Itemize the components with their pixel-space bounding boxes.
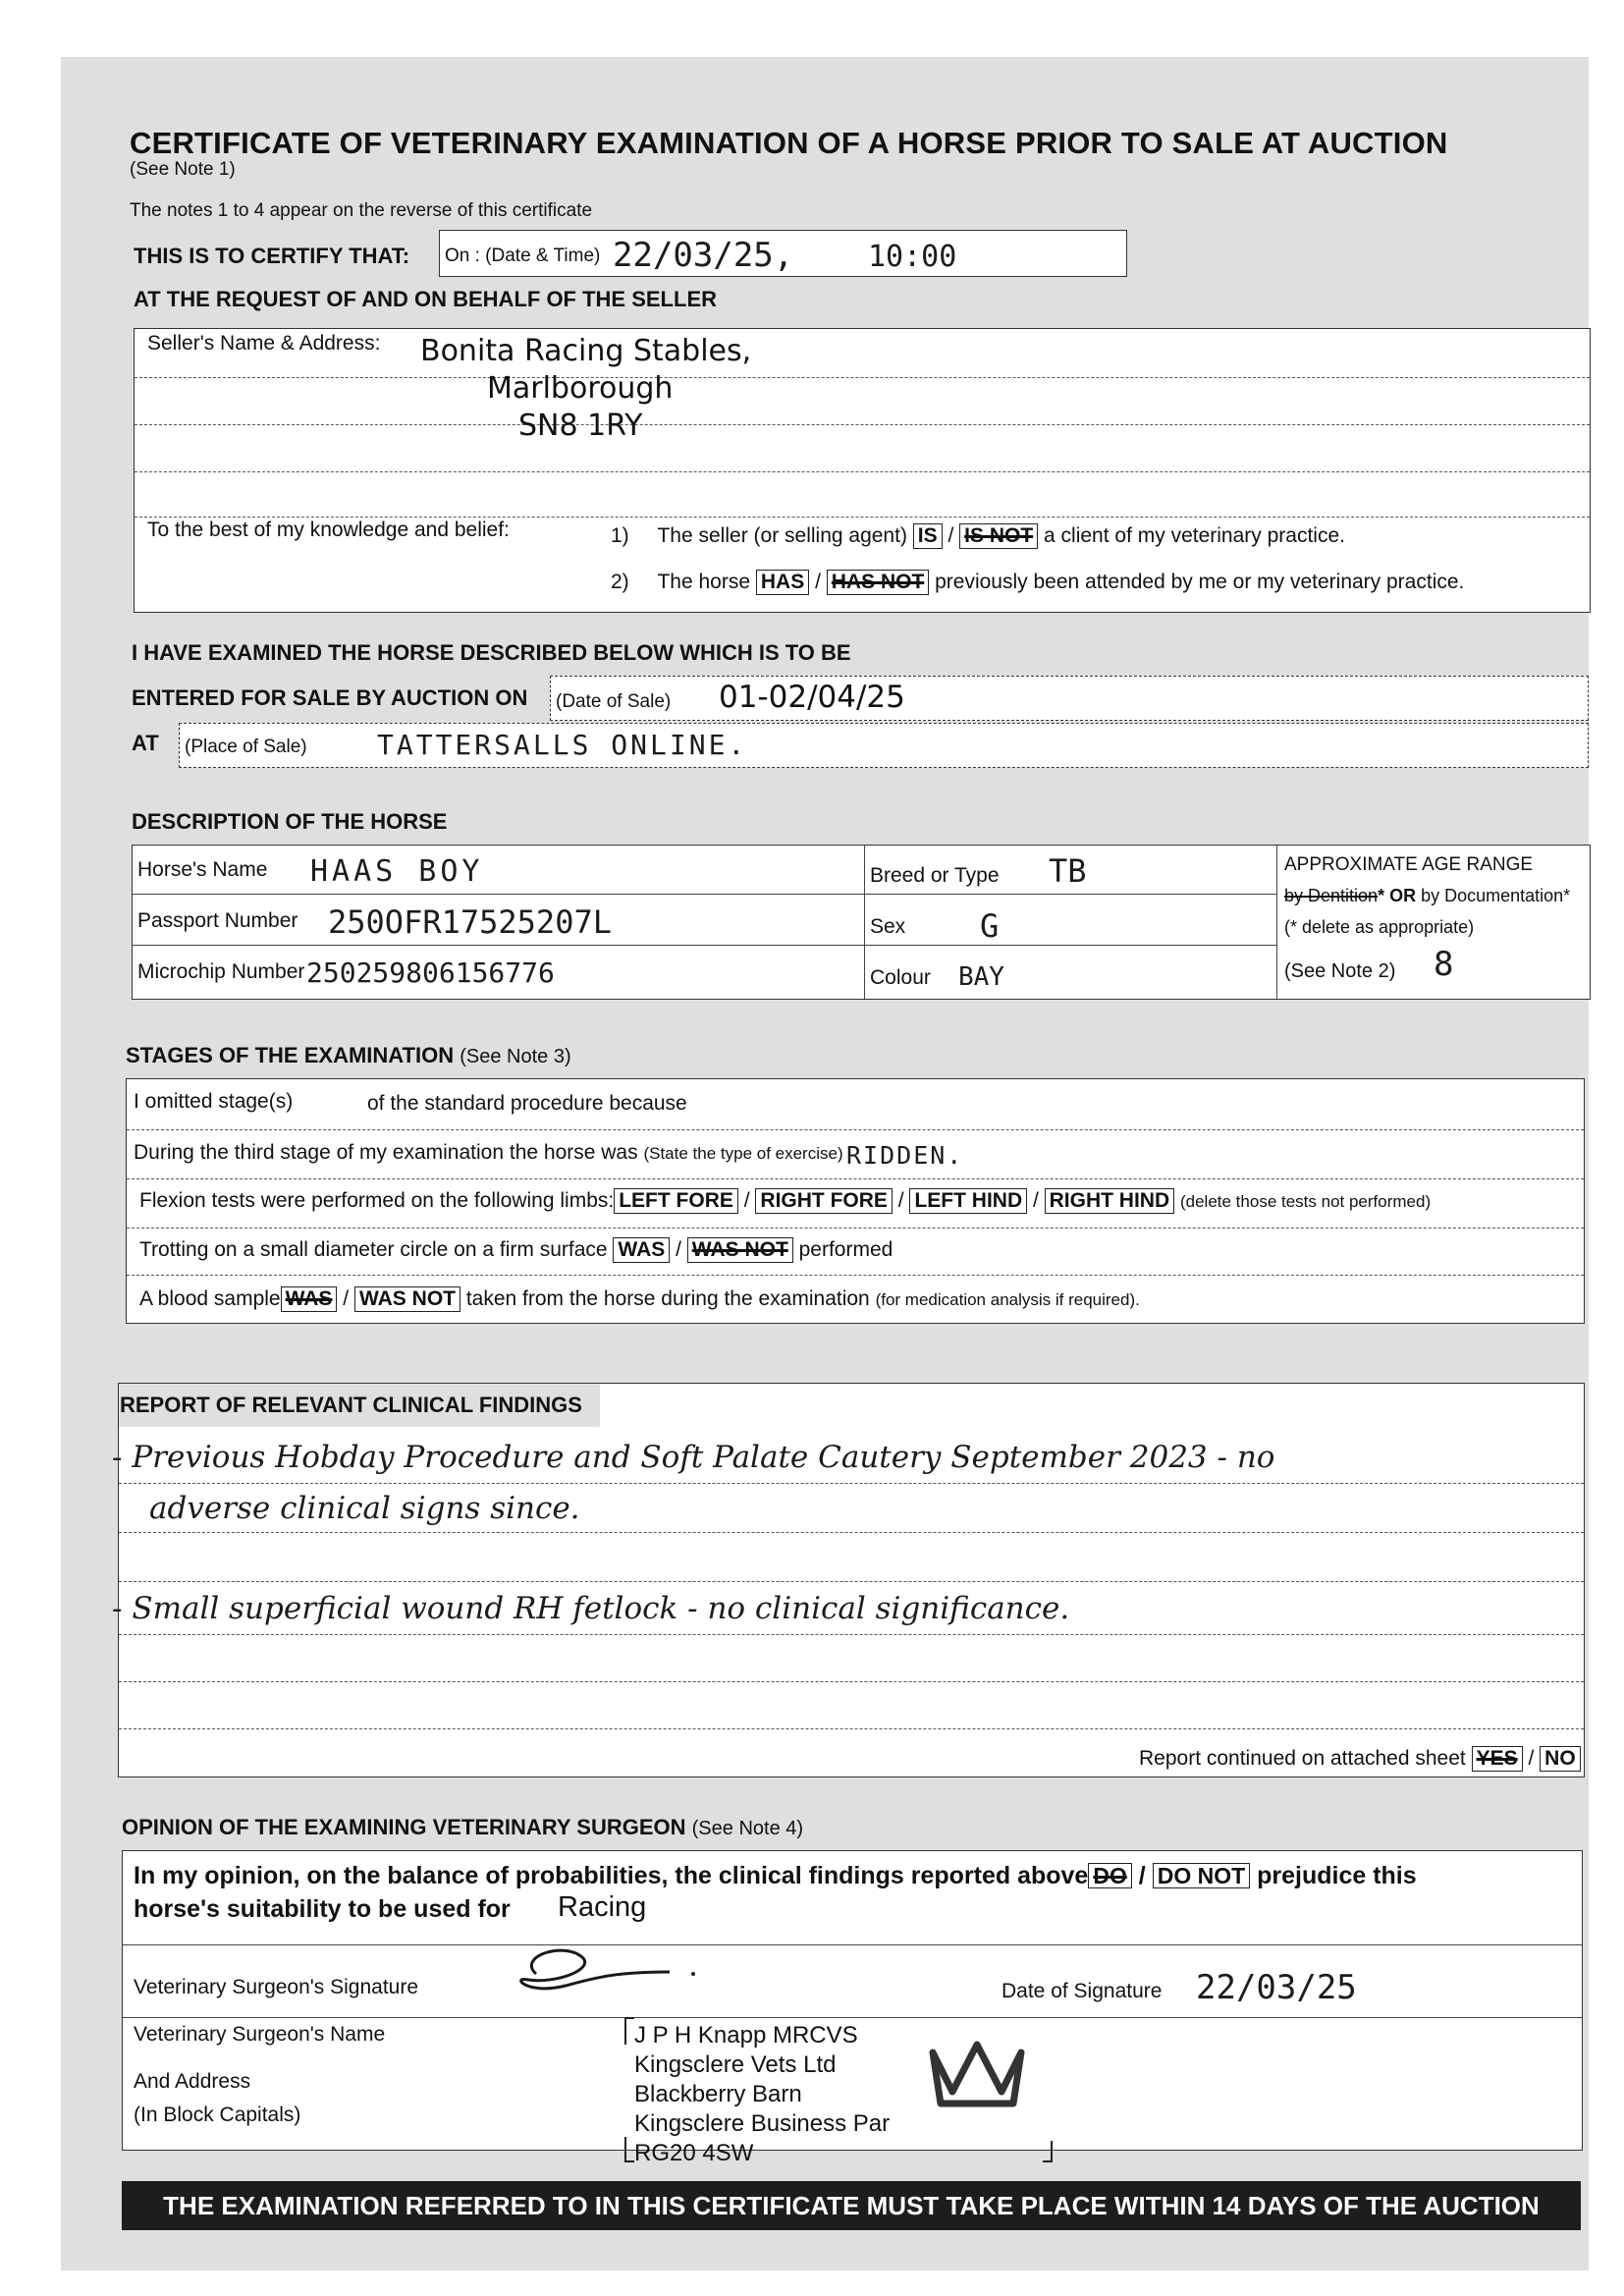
- age-method-line: [1284, 886, 1570, 906]
- stages-line-3: [127, 1228, 1584, 1229]
- stamp-line-1: J P H Knapp MRCVS: [634, 2022, 858, 2049]
- flexion-right-hind-option[interactable]: RIGHT HIND: [1045, 1188, 1175, 1214]
- date-of-signature-label: Date of Signature: [1001, 1980, 1163, 2002]
- trotting-line: [139, 1237, 893, 1263]
- item-2-separator: /: [815, 571, 821, 593]
- colour-value: BAY: [958, 962, 1004, 992]
- horse-section-title: DESCRIPTION OF THE HORSE: [132, 809, 448, 834]
- opinion-separator: /: [1138, 1862, 1146, 1889]
- seller-name-label: Seller's Name & Address:: [147, 332, 381, 355]
- flexion-right-fore-option[interactable]: RIGHT FORE: [755, 1188, 893, 1214]
- opinion-text-1: In my opinion, on the balance of probabilities, the clinical findings reported above: [134, 1862, 1089, 1889]
- opinion-title-line: [122, 1815, 803, 1840]
- see-note-1: (See Note 1): [130, 159, 236, 180]
- signature-stroke: [521, 1950, 670, 1989]
- flexion-separator-2: /: [897, 1189, 904, 1212]
- signature-label: Veterinary Surgeon's Signature: [134, 1976, 419, 1998]
- horse-has-option[interactable]: HAS: [756, 570, 809, 595]
- horse-row-line-1: [133, 894, 865, 895]
- item-1-number: 1): [611, 524, 629, 547]
- date-of-signature-value: 22/03/25: [1196, 1968, 1357, 2007]
- findings-text-line-1: - Previous Hobday Procedure and Soft Palate Cautery September 2023 - no: [112, 1440, 1275, 1475]
- opinion-line-2: [123, 2017, 1582, 2018]
- seller-address-line-3: SN8 1RY: [518, 409, 643, 443]
- report-continued-label: Report continued on attached sheet: [1139, 1747, 1466, 1770]
- blood-label: A blood sample: [139, 1287, 281, 1310]
- seller-item-2: [611, 570, 1464, 595]
- knowledge-label: To the best of my knowledge and belief:: [147, 519, 510, 541]
- blood-was-not-option[interactable]: WAS NOT: [354, 1286, 460, 1312]
- blood-separator: /: [343, 1287, 350, 1310]
- certificate-title: CERTIFICATE OF VETERINARY EXAMINATION OF A HORSE PRIOR TO SALE AT AUCTION: [130, 126, 1448, 160]
- horse-name-value: HAAS BOY: [310, 854, 484, 889]
- sex-label: Sex: [870, 915, 906, 938]
- sale-line-2: ENTERED FOR SALE BY AUCTION ON: [132, 685, 528, 710]
- blood-suffix: taken from the horse during the examination: [465, 1287, 870, 1310]
- client-is-not-option[interactable]: IS NOT: [959, 523, 1038, 549]
- vet-stamp: [634, 2021, 890, 2168]
- age-value: 8: [1434, 945, 1454, 984]
- findings-text-line-3: - Small superficial wound RH fetlock - no clinical significance.: [112, 1591, 1070, 1626]
- microchip-label: Microchip Number: [137, 960, 305, 983]
- sex-value: G: [980, 907, 1000, 945]
- seller-line-3: [135, 471, 1590, 472]
- stages-see-note-3: (See Note 3): [460, 1046, 571, 1067]
- horse-col-divider-1: [864, 846, 865, 999]
- age-by-documentation-option[interactable]: by Documentation*: [1421, 886, 1571, 905]
- flexion-separator-1: /: [743, 1189, 750, 1212]
- seller-item-1: [611, 523, 1345, 549]
- stamp-corner-bottom-left: [624, 2137, 634, 2162]
- seller-line-1: [135, 377, 1590, 378]
- trotting-suffix: performed: [798, 1238, 893, 1261]
- client-is-option[interactable]: IS: [913, 523, 943, 549]
- continued-no-option[interactable]: NO: [1540, 1746, 1581, 1772]
- continued-yes-option[interactable]: YES: [1472, 1746, 1523, 1772]
- third-stage-label: During the third stage of my examination the horse was: [134, 1141, 638, 1164]
- on-date-time-label: On : (Date & Time): [445, 246, 601, 266]
- findings-line-4: [119, 1634, 1584, 1635]
- stamp-line-5: RG20 4SW: [634, 2140, 754, 2166]
- omitted-stages-label: I omitted stage(s): [134, 1090, 294, 1113]
- seller-line-2: [135, 424, 1590, 425]
- flexion-left-hind-option[interactable]: LEFT HIND: [909, 1188, 1027, 1214]
- horse-name-label: Horse's Name: [137, 858, 268, 881]
- findings-section-title: REPORT OF RELEVANT CLINICAL FINDINGS: [120, 1393, 582, 1417]
- seller-section-title: AT THE REQUEST OF AND ON BEHALF OF THE SELLER: [134, 287, 717, 311]
- trotting-was-option[interactable]: WAS: [613, 1237, 670, 1263]
- stamp-corner-top-left: [624, 2017, 634, 2045]
- age-range-title: APPROXIMATE AGE RANGE: [1284, 854, 1534, 875]
- microchip-value: 250259806156776: [306, 957, 555, 989]
- item-2-prefix: The horse: [657, 571, 751, 593]
- exam-date-value: 22/03/25,: [613, 236, 794, 275]
- findings-line-5: [119, 1681, 1584, 1682]
- horse-has-not-option[interactable]: HAS NOT: [827, 570, 930, 595]
- stamp-line-4: Kingsclere Business Par: [634, 2110, 891, 2137]
- seller-line-4: [135, 517, 1590, 518]
- item-1-prefix: The seller (or selling agent): [657, 524, 907, 547]
- item-2-number: 2): [611, 571, 629, 593]
- footer-banner: THE EXAMINATION REFERRED TO IN THIS CERTIFICATE MUST TAKE PLACE WITHIN 14 DAYS OF THE AUCTION: [122, 2181, 1581, 2230]
- trotting-label: Trotting on a small diameter circle on a firm surface: [139, 1238, 608, 1261]
- passport-label: Passport Number: [137, 909, 298, 932]
- vet-block-capitals-label: (In Block Capitals): [134, 2104, 301, 2126]
- stages-section-title: STAGES OF THE EXAMINATION: [126, 1043, 455, 1067]
- stages-line-4: [127, 1275, 1584, 1276]
- opinion-statement-line-1: [134, 1862, 1417, 1890]
- flexion-separator-3: /: [1032, 1189, 1039, 1212]
- stamp-line-3: Blackberry Barn: [634, 2081, 802, 2107]
- opinion-do-option[interactable]: DO: [1088, 1863, 1132, 1888]
- findings-line-1: [119, 1483, 1584, 1484]
- item-2-suffix: previously been attended by me or my veterinary practice.: [935, 571, 1465, 593]
- findings-line-6: [119, 1728, 1584, 1729]
- horse-row-line-2: [133, 945, 865, 946]
- breed-label: Breed or Type: [870, 864, 1000, 887]
- flexion-line: [139, 1188, 1431, 1214]
- trotting-separator: /: [676, 1238, 681, 1261]
- notes-text: The notes 1 to 4 appear on the reverse of this certificate: [130, 200, 593, 221]
- flexion-left-fore-option[interactable]: LEFT FORE: [614, 1188, 738, 1214]
- sale-line-1: I HAVE EXAMINED THE HORSE DESCRIBED BELOW WHICH IS TO BE: [132, 640, 851, 665]
- breed-row-line-1: [865, 894, 1277, 895]
- stamp-corner-bottom-right: [1043, 2141, 1053, 2162]
- opinion-do-not-option[interactable]: DO NOT: [1153, 1863, 1250, 1888]
- stages-title-line: [126, 1043, 571, 1068]
- sale-date-value: 01-02/04/25: [719, 680, 905, 715]
- blood-sample-line: [139, 1286, 1140, 1312]
- vet-signature-image: [497, 1937, 703, 2005]
- opinion-statement-line-2: horse's suitability to be used for: [134, 1895, 511, 1923]
- opinion-see-note-4: (See Note 4): [691, 1818, 804, 1839]
- vet-name-label: Veterinary Surgeon's Name: [134, 2023, 386, 2046]
- omitted-stages-suffix: of the standard procedure because: [367, 1092, 687, 1115]
- trotting-was-not-option[interactable]: WAS NOT: [687, 1237, 793, 1263]
- sale-at-label: AT: [132, 731, 159, 755]
- item-1-suffix: a client of my veterinary practice.: [1044, 524, 1345, 547]
- blood-was-option[interactable]: WAS: [281, 1286, 338, 1312]
- opinion-text-2: prejudice this: [1257, 1862, 1417, 1889]
- sale-place-value: TATTERSALLS ONLINE.: [377, 729, 748, 761]
- signature-dot: [691, 1972, 695, 1976]
- stages-line-2: [127, 1178, 1584, 1179]
- certify-label: THIS IS TO CERTIFY THAT:: [134, 244, 410, 268]
- seller-address-line-1: Bonita Racing Stables,: [420, 334, 752, 368]
- findings-text-line-2: adverse clinical signs since.: [149, 1491, 580, 1526]
- third-stage-value: RIDDEN.: [846, 1141, 964, 1170]
- breed-value: TB: [1049, 852, 1087, 890]
- crown-logo-icon: [923, 2033, 1031, 2111]
- findings-line-3: [119, 1581, 1584, 1582]
- age-see-note-2: (See Note 2): [1284, 960, 1396, 982]
- opinion-section-title: OPINION OF THE EXAMINING VETERINARY SURGEON: [122, 1815, 686, 1839]
- vet-address-label: And Address: [134, 2070, 251, 2093]
- item-1-separator: /: [947, 524, 954, 547]
- third-stage-line: [134, 1141, 843, 1165]
- sale-place-label: (Place of Sale): [185, 737, 307, 757]
- findings-line-2: [119, 1532, 1584, 1533]
- age-or-label: * OR: [1378, 886, 1417, 905]
- passport-value: 250OFR17525207L: [328, 903, 612, 941]
- sale-date-field[interactable]: [550, 676, 1589, 721]
- age-delete-hint: (* delete as appropriate): [1284, 917, 1475, 937]
- report-continued-line: [1139, 1746, 1581, 1772]
- horse-col-divider-2: [1276, 846, 1277, 999]
- flexion-hint: (delete those tests not performed): [1179, 1192, 1432, 1211]
- age-by-dentition-option[interactable]: by Dentition: [1284, 886, 1379, 905]
- exam-time-value: 10:00: [868, 240, 957, 274]
- opinion-line-1: [123, 1944, 1582, 1945]
- third-stage-hint: (State the type of exercise): [643, 1144, 843, 1163]
- seller-address-line-2: Marlborough: [487, 371, 674, 406]
- colour-label: Colour: [870, 966, 931, 989]
- stamp-line-2: Kingsclere Vets Ltd: [634, 2051, 837, 2078]
- stages-line-1: [127, 1129, 1584, 1130]
- sale-date-label: (Date of Sale): [556, 691, 672, 712]
- continued-separator: /: [1528, 1747, 1535, 1770]
- blood-hint: (for medication analysis if required).: [875, 1290, 1140, 1309]
- opinion-use-value[interactable]: Racing: [558, 1891, 647, 1923]
- breed-row-line-2: [865, 945, 1277, 946]
- flexion-label: Flexion tests were performed on the following limbs:: [139, 1189, 615, 1212]
